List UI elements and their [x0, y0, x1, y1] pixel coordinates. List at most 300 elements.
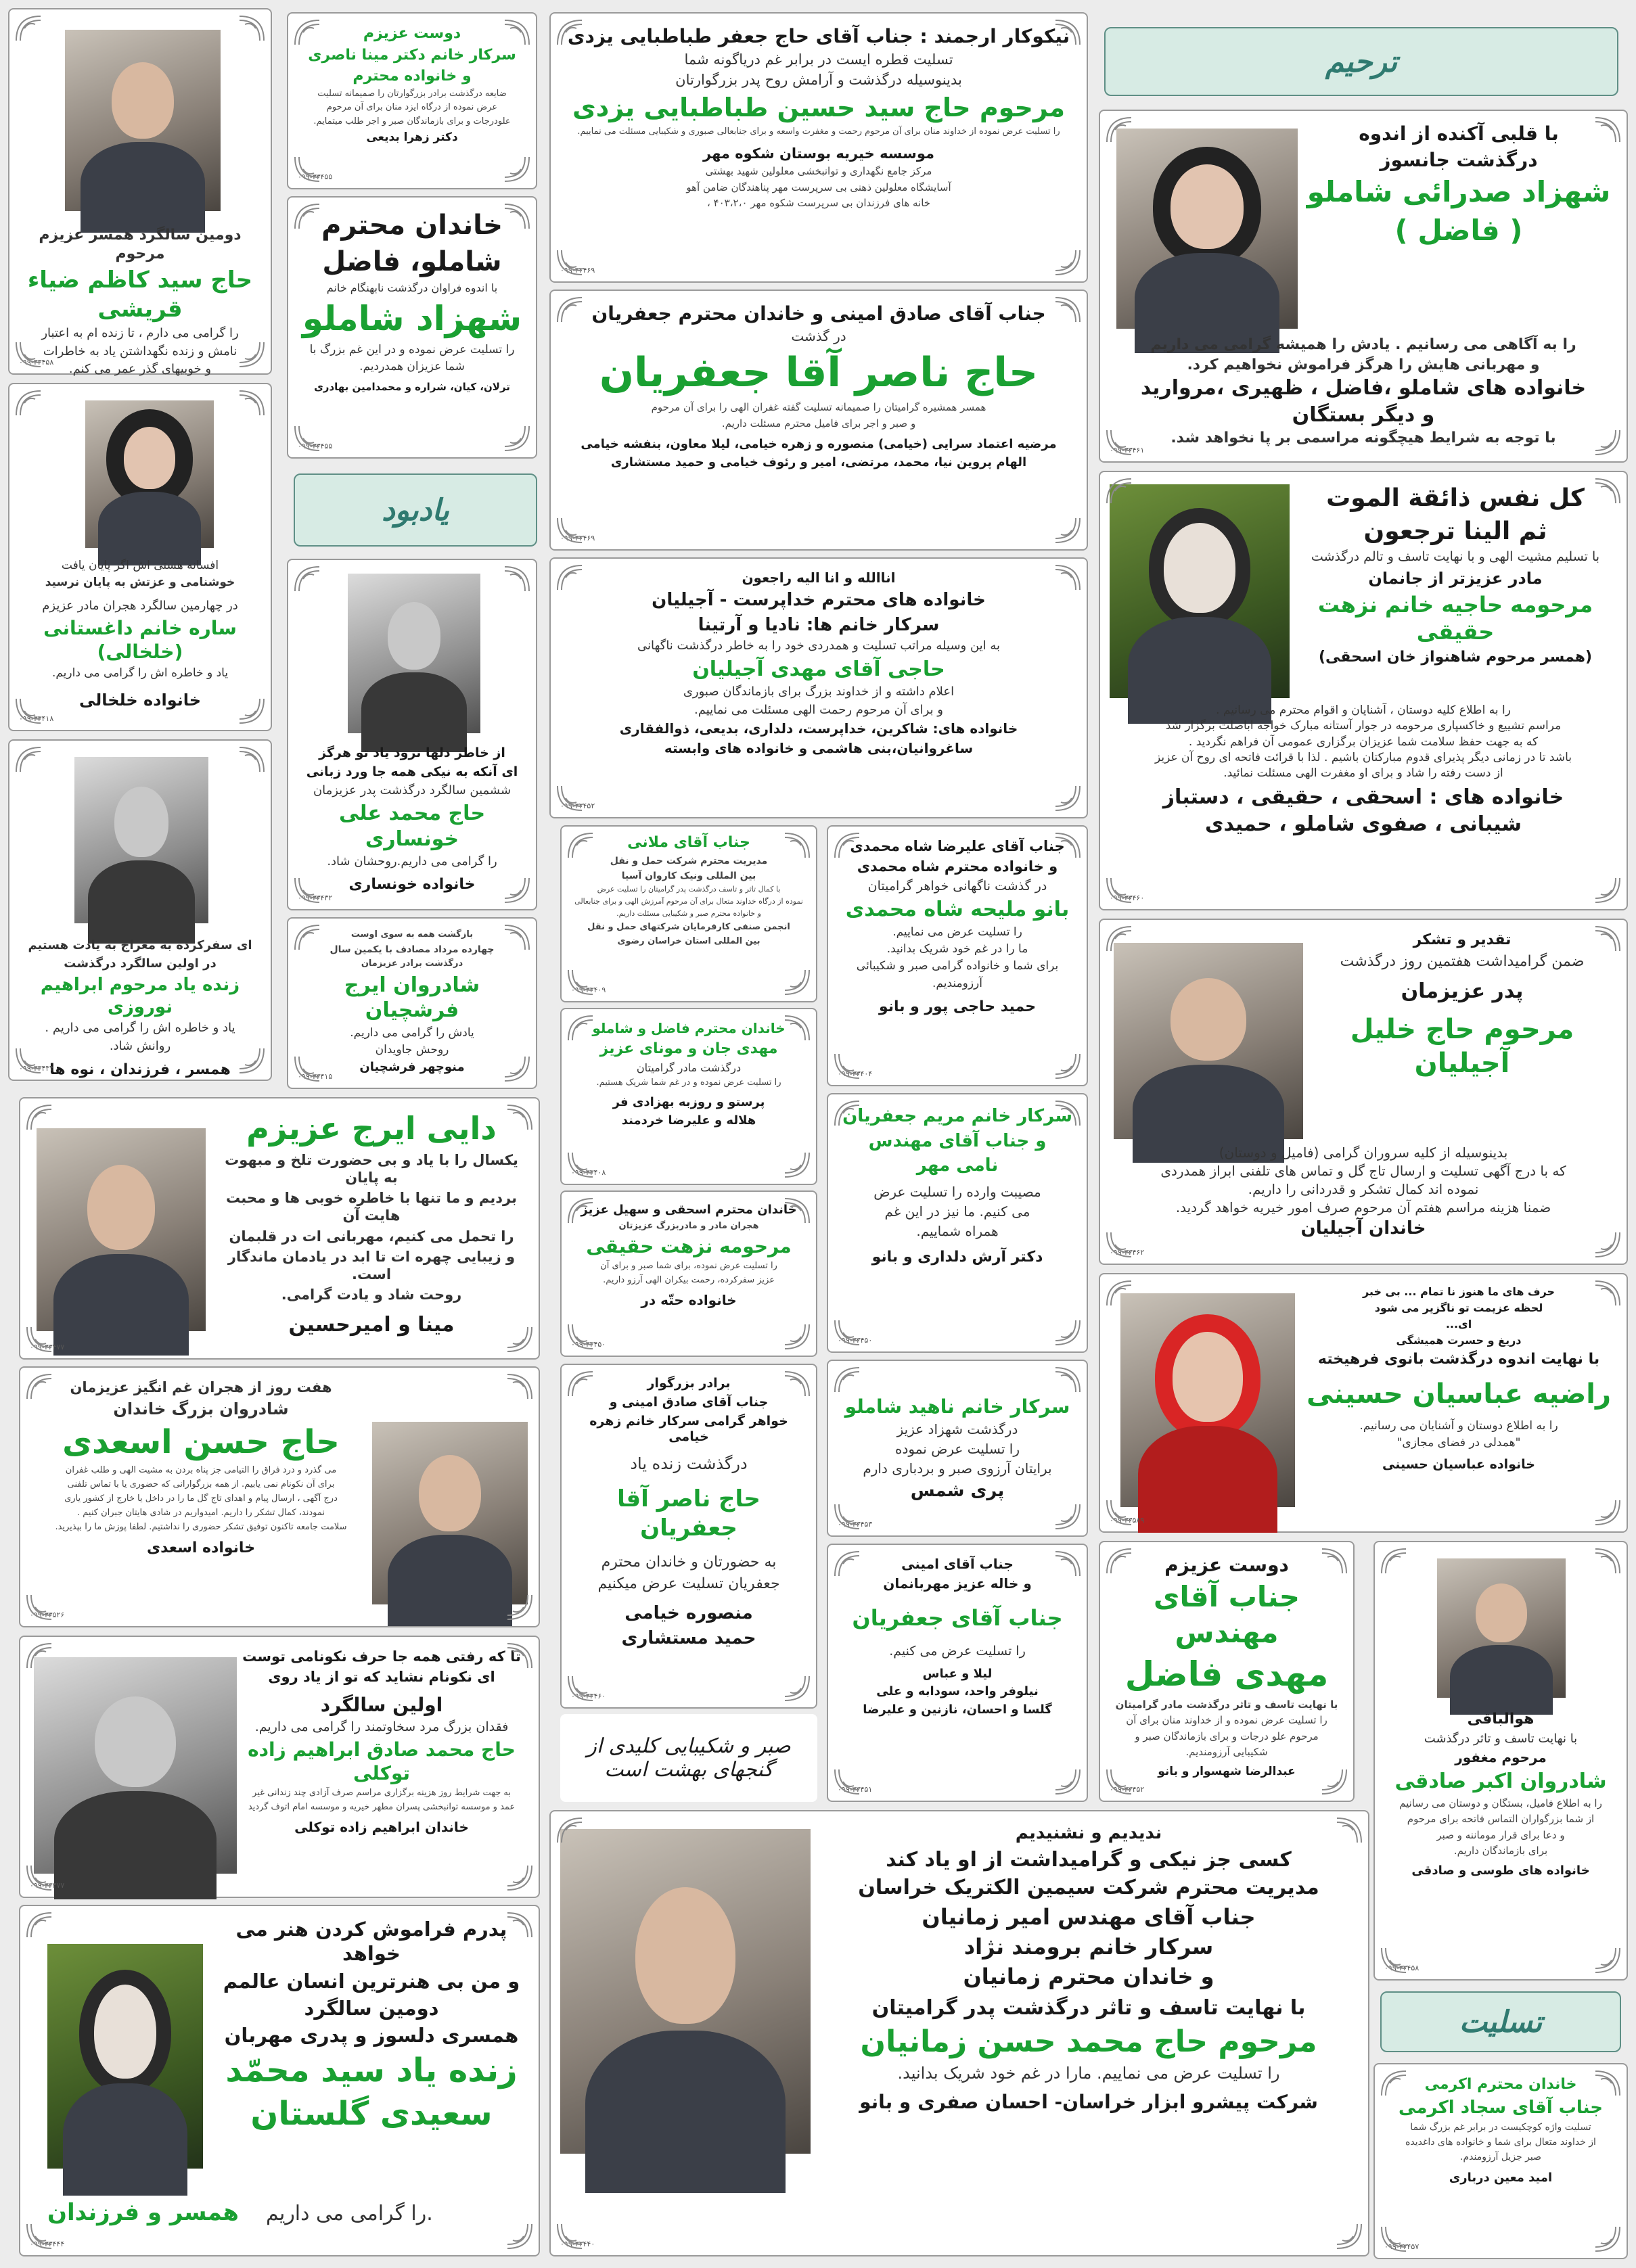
ad-line: مرحوم مغفور	[1455, 1749, 1547, 1765]
ad-line: و برای آن مرحوم رحمت الهی مسئلت می نماییم.	[694, 702, 943, 717]
ad-nozhat-haghighi	[1099, 471, 1628, 910]
ad-line: تقدیر و تشکر	[1413, 931, 1512, 948]
ad-code: ۰۹۹-۳۳۴۵۱	[838, 1785, 873, 1794]
corner-ornament-icon	[1051, 1098, 1083, 1130]
corner-ornament-icon	[1051, 18, 1083, 49]
ad-line: را تسلیت عرض نموده و از خداوند منان برای آن	[1126, 1714, 1327, 1726]
ad-line: به حضورتان و خاندان محترم	[601, 1554, 777, 1571]
corner-ornament-icon	[503, 2220, 535, 2251]
ad-line: بین المللی استان خراسان رضوی	[617, 935, 760, 946]
corner-ornament-icon	[501, 1052, 532, 1084]
corner-ornament-icon	[14, 14, 45, 45]
corner-ornament-icon	[832, 1765, 863, 1797]
ad-signature: حمید مستشاری	[621, 1627, 756, 1648]
ad-line: ای نکونام نشاید که تو از یاد روی	[268, 1669, 495, 1686]
deceased-name: حاجی آقای مهدی آجیلیان	[692, 657, 945, 681]
corner-ornament-icon	[292, 202, 323, 233]
deceased-name: مرحوم حاج خلیل آجیلیان	[1350, 1013, 1574, 1079]
portrait-photo	[348, 574, 480, 733]
ad-signature: خانواده حتّه در	[641, 1292, 737, 1309]
portrait-photo	[372, 1422, 528, 1604]
ad-code: ۰۹۹-۳۳۴۷۷	[30, 1881, 65, 1890]
portrait-photo	[37, 1128, 206, 1331]
section-header-yadbud	[294, 473, 537, 547]
corner-ornament-icon	[781, 1672, 812, 1703]
deceased-name: مرحومه نزهت حقیقی	[586, 1235, 792, 1258]
ad-line: و دیگر بستگان	[1292, 402, 1435, 427]
ad-line: را تسلیت عرض می کنیم.	[889, 1644, 1026, 1659]
ad-signature: عبدالرضا شهسوار و بانو	[1158, 1764, 1296, 1778]
portrait-photo	[1120, 1293, 1295, 1507]
section-title: ترحیم	[1325, 44, 1398, 79]
corner-ornament-icon	[1051, 1549, 1083, 1580]
ad-line: دوست عزیزم	[363, 25, 461, 42]
corner-ornament-icon	[235, 338, 267, 369]
deceased-name: مرحوم حاج سید حسین طباطبایی یزدی	[572, 92, 1066, 122]
corner-ornament-icon	[555, 563, 586, 594]
corner-ornament-icon	[1051, 1316, 1083, 1347]
ad-line: را گرامی می داریم.	[266, 2201, 433, 2225]
corner-ornament-icon	[781, 1013, 812, 1044]
deceased-name: ساره خانم داغستانی (خلخالی)	[43, 617, 237, 663]
corner-ornament-icon	[503, 1861, 535, 1893]
ad-code: ۰۹۹-۳۳۴۶۲	[1110, 1248, 1145, 1257]
ad-line: بین المللی ونیک کاروان آسیا	[621, 870, 756, 881]
ad-line: را به آگاهی می رسانیم . یادش را همیشه گرامی می داریم	[1150, 336, 1576, 353]
corner-ornament-icon	[24, 1861, 55, 1893]
ad-line: فقدان بزرگ مرد سخاوتمند را گرامی می داریم.	[254, 1719, 509, 1734]
ad-line: از شما بزرگواران التماس فاتحه برای مرحوم	[1407, 1813, 1595, 1825]
ad-line: خاندان محترم اسحقی و سهیل عزیز	[581, 1203, 797, 1217]
ad-line: مصیبت وارده را تسلیت عرض	[873, 1183, 1041, 1200]
ad-code: ۰۹۹-۳۳۴۵۵	[298, 442, 333, 450]
deceased-name: جناب آقای سجاد اکرمی	[1399, 2097, 1603, 2118]
deceased-name: حاج حسن اسعدی	[62, 1423, 340, 1462]
corner-ornament-icon	[292, 923, 323, 954]
ad-line: با اندوه فراوان درگذشت نابهنگام خانم	[326, 281, 498, 294]
ad-signature: حمید حاجی پور و بانو	[878, 998, 1037, 1015]
corner-ornament-icon	[501, 422, 532, 453]
deceased-name: زنده یاد مرحوم ابراهیم نوروزی	[40, 975, 240, 1017]
deceased-name: حاج محمد علی خونساری	[338, 802, 486, 851]
ad-tavakoli	[19, 1636, 540, 1898]
corner-ornament-icon	[1104, 115, 1135, 146]
ad-line: خوشنامی و عزتش به پایان نرسید	[45, 576, 235, 590]
ad-line: را تسلیت عرض می نماییم. مارا در غم خود شریک بدانید.	[897, 2064, 1280, 2083]
ad-line: از دست رفته را شاد و برای او مغفرت الهی مسئلت نمائید.	[1223, 766, 1503, 780]
ad-line: بازگشت همه به سوی اوست	[350, 929, 474, 940]
ad-norouzi	[8, 739, 272, 1081]
ad-code: ۰۹۹-۳۳۴۵۰	[571, 1340, 606, 1349]
corner-ornament-icon	[832, 831, 863, 862]
ad-line: ای سفرکرده به معراج به یادت هستیم	[28, 938, 252, 952]
corner-ornament-icon	[1104, 1496, 1135, 1527]
ad-line: را تسلیت عرض نموده از خداوند منان برای آن مرحوم رحمت و مغفرت واسعه و برای جنابعالی صبوری و شکیبایی مسئلت می نماییم.	[577, 126, 1060, 137]
ad-line: مادر عزیزتر از جانمان	[1368, 568, 1543, 588]
ad-line: نمودند، کمال تشکر را داریم. امیدواریم در شادی هایتان جبران کنیم .	[77, 1507, 325, 1518]
ad-line: تسلیت واژه کوچکیست در برابر غم بزرگ شما	[1410, 2122, 1591, 2133]
corner-ornament-icon	[566, 1196, 597, 1227]
corner-ornament-icon	[1591, 1546, 1622, 1577]
ad-code: ۰۹۹-۳۳۴۳۲	[298, 894, 333, 902]
ad-signature: پری شمس	[910, 1480, 1005, 1501]
deceased-name: حاج محمد صادق ابراهیم زاده توکلی	[248, 1738, 516, 1785]
ad-signature: خاندان ابراهیم زاده توکلی	[294, 1819, 469, 1836]
ad-line: می گذرد و درد فراق را التیامی جز پناه بردن به مشیت الهی و طلب غفران	[65, 1465, 337, 1476]
ad-line: برای شما و خانواده گرامی صبر و شکیبائی	[856, 959, 1059, 973]
corner-ornament-icon	[1051, 1050, 1083, 1081]
corner-ornament-icon	[1104, 874, 1135, 905]
ad-line: برادر بزرگوار	[647, 1376, 731, 1391]
ad-code: ۰۹۹-۳۳۴۱۵	[298, 1072, 333, 1081]
ad-line: را تسلیت عرض نموده	[895, 1440, 1020, 1457]
corner-ornament-icon	[24, 1372, 55, 1403]
ad-line: ضمنا هزینه مراسم هفتم آن مرحوم صرف امور خیریه خواهد گردید.	[1175, 1199, 1551, 1216]
portrait-photo	[560, 1829, 811, 2154]
ad-line: و خوبیهای گذر عمر می کنم.	[68, 362, 212, 376]
ad-code: ۰۹۹-۳۳۴۵۲	[560, 802, 595, 810]
ad-line: مرحوم علو درجات و برای بازماندگان صبر و	[1135, 1730, 1319, 1742]
ad-code: ۰۹۹-۳۳۴۵۰	[838, 1336, 873, 1345]
ad-line: دوست عزیزم	[1164, 1554, 1289, 1576]
corner-ornament-icon	[1104, 476, 1135, 507]
ad-line: با نهایت تاسف و تاثر درگذشت	[1424, 1731, 1578, 1746]
corner-ornament-icon	[501, 18, 532, 49]
corner-ornament-icon	[1591, 1496, 1622, 1527]
corner-ornament-icon	[1591, 115, 1622, 146]
ad-code: ۰۹۹-۳۳۴۶۹	[560, 266, 595, 275]
corner-ornament-icon	[1591, 1944, 1622, 1975]
corner-ornament-icon	[832, 1549, 863, 1580]
ad-abbasian-hosseini	[1099, 1273, 1628, 1533]
ad-line: روانش شاد.	[109, 1038, 171, 1053]
ad-line: شما عزیزان همدردیم.	[359, 359, 465, 373]
deceased-name-2: ( فاضل )	[1394, 213, 1523, 247]
deceased-name: حاج ناصر آقا جعفریان	[617, 1485, 760, 1542]
deceased-name: جناب آقای جعفریان	[852, 1605, 1063, 1631]
corner-ornament-icon	[1051, 1365, 1083, 1396]
corner-ornament-icon	[832, 1316, 863, 1347]
ad-line: هوالباقی	[1467, 1711, 1535, 1728]
ad-khonsari	[287, 559, 537, 910]
ad-code: ۰۹۹-۳۳۴۰۹	[571, 986, 606, 994]
deceased-name-2: سعیدی گلستان	[250, 2095, 493, 2133]
ad-line: هفت روز از هجران غم انگیز عزیزمان	[70, 1379, 332, 1395]
ad-line: را تسلیت عرض نموده و در این غم بزرگ با	[309, 342, 515, 356]
corner-ornament-icon	[555, 514, 586, 545]
corner-ornament-icon	[1104, 1278, 1135, 1310]
ad-line: نموده اند کمال تشکر و قدردانی را داریم.	[1248, 1181, 1479, 1197]
ad-signature: خاندان آجیلیان	[1300, 1218, 1426, 1239]
ad-line: درگذشت برادر عزیزمان	[361, 958, 463, 969]
corner-ornament-icon	[1051, 1765, 1083, 1797]
ad-code: ۰۹۹-۳۳۴۵۸	[19, 358, 54, 367]
ad-signature: همسر و فرزندان	[47, 2198, 239, 2226]
ad-ajilian-khodaparast	[549, 557, 1088, 818]
corner-ornament-icon	[566, 1013, 597, 1044]
ad-line: را به اطلاع دوستان و آشنایان می رسانیم.	[1359, 1418, 1558, 1433]
corner-ornament-icon	[555, 2220, 586, 2251]
corner-ornament-icon	[501, 923, 532, 954]
ad-line: و مهربانی هایش را هرگز فراموش نخواهیم کرد.	[1187, 356, 1540, 373]
corner-ornament-icon	[24, 1910, 55, 1941]
ad-code: ۰۹۹-۳۳۴۵۸	[1384, 1964, 1419, 1972]
ad-line: را تسلیت عرض می نماییم.	[892, 925, 1022, 939]
ad-line: لحظه عزیمت تو ناگزیر می شود	[1374, 1301, 1543, 1314]
ad-zamanian	[549, 1810, 1369, 2257]
corner-ornament-icon	[781, 831, 812, 862]
ad-code: ۰۹۹-۳۳۴۶۱	[1110, 446, 1145, 455]
ad-signature: خانواده های طوسی و صادقی	[1411, 1863, 1590, 1878]
corner-ornament-icon	[555, 246, 586, 277]
corner-ornament-icon	[292, 1052, 323, 1084]
ad-line: جناب آقای مهندس امیر زمانیان	[922, 1903, 1256, 1930]
corner-ornament-icon	[781, 1320, 812, 1351]
portrait-photo	[1437, 1558, 1566, 1698]
ad-saeedi-golestan	[19, 1905, 540, 2257]
ad-line: را تسلیت عرض نموده و در غم شما شریک هستیم.	[596, 1077, 781, 1088]
ad-line: همسر همشیره گرامیتان را صمیمانه تسلیت گفته غفران الهی را برای آن مرحوم	[651, 401, 986, 413]
ad-line: منصوره خیامی	[624, 1603, 753, 1623]
ad-line: در گذشت ناگهانی خواهر گرامیتان	[867, 878, 1047, 894]
corner-ornament-icon	[24, 1103, 55, 1134]
ad-code: ۰۹۹-۳۳۴۶۰	[571, 1692, 606, 1700]
ad-line: آرزومندیم.	[932, 976, 982, 990]
ad-code: ۰۹۹-۳۳۴۶۹	[560, 534, 595, 542]
ad-line: سرکار خانم مریم جعفریان	[842, 1106, 1072, 1126]
ad-code: ۰۹۹-۳۳۴۱۸	[19, 714, 54, 723]
ad-signature: دکتر زهرا بدیعی	[366, 131, 458, 145]
corner-ornament-icon	[501, 202, 532, 233]
ad-line: شکیبایی آرزومندیم.	[1185, 1746, 1268, 1758]
ad-line: یاد و خاطره اش را گرامی می داریم.	[51, 666, 229, 680]
ad-line: ای...	[1445, 1318, 1472, 1330]
corner-ornament-icon	[235, 388, 267, 419]
ad-line: سرکار خانم دکتر مینا ناصری	[308, 46, 516, 64]
ad-line: چهارده مرداد مصادف با یکمین سال	[330, 944, 495, 955]
ad-line: سرکار خانم برومند نژاد	[963, 1933, 1214, 1960]
ad-line: پرستو و روزبه بهزادی فر	[612, 1095, 765, 1110]
ad-line: مدیریت محترم شرکت سیمین الکتریک خراسان	[858, 1876, 1319, 1899]
ad-line: ضمن گرامیداشت هفتمین روز درگذشت	[1340, 952, 1585, 970]
portrait-photo	[1110, 484, 1290, 698]
ad-line: را گرامی می دارم ، تا زنده ام به اعتبار	[41, 326, 239, 340]
ad-line: بدینوسیله درگذشت و آرامش روح پدر بزرگوارتان	[675, 72, 962, 89]
corner-ornament-icon	[501, 564, 532, 595]
section-title: یادبود	[382, 492, 449, 528]
corner-ornament-icon	[1591, 1278, 1622, 1310]
corner-ornament-icon	[14, 745, 45, 776]
ad-line: و خانواده محترم	[353, 68, 472, 85]
ad-line: در گذشت	[791, 328, 846, 344]
ad-daghestani	[8, 383, 272, 731]
ad-line: ثم الینا ترجعون	[1363, 517, 1547, 545]
ad-line: کسی جز نیکی و گرامیداشت از او یاد کند	[886, 1847, 1292, 1872]
ad-org: موسسه خیریه بوستان شکوه مهر	[703, 145, 934, 162]
ad-line: سلامت جامعه تاکنون توفیق تشکر حضوری را نداشتیم. لطفا پوزش ما را بپذیرید.	[55, 1521, 347, 1532]
ad-line: گلسا و احسان، نازنین و علیرضا	[863, 1702, 1052, 1717]
ad-line: که به جهت حفظ سلامت شما عزیزان برگزاری عمومی آن فراهم نگردید .	[1188, 735, 1539, 749]
corner-ornament-icon	[1104, 1765, 1135, 1797]
ad-line: جعفریان تسلیت عرض میکنیم	[597, 1575, 780, 1592]
ad-line: اعلام داشته و از خداوند بزرگ برای بازماندگان صبوری	[683, 685, 955, 699]
deceased-name: حاج سید کاظم ضیاء قریشی	[27, 267, 253, 323]
ad-line: درگذشت جانسوز	[1380, 149, 1538, 171]
ad-line: درگذشت مادر گرامیتان	[636, 1061, 742, 1074]
ad-line: و خاندان محترم زمانیان	[963, 1963, 1214, 1989]
ad-line: از خداوند متعال برای شما و خانواده های داغدیده	[1405, 2137, 1596, 2148]
ad-code: ۰۹۹-۳۳۴۵۳	[838, 1520, 873, 1529]
corner-ornament-icon	[1591, 426, 1622, 457]
ad-line: و زیبایی چهره ات تا ابد در یادمان ماندگار است.	[227, 1248, 516, 1282]
corner-ornament-icon	[1591, 2068, 1622, 2100]
corner-ornament-icon	[235, 1044, 267, 1075]
ad-line: همراه شماییم.	[916, 1222, 999, 1239]
ad-line: روحت شاد و یادت گرامی.	[281, 1287, 462, 1303]
ad-tabatabaei	[549, 12, 1088, 283]
ad-line: همسری دلسوز و پدری مهربان	[224, 2024, 519, 2047]
corner-ornament-icon	[566, 1672, 597, 1703]
ad-code: ۰۹۹-۳۳۵۲۶	[30, 1611, 65, 1619]
portrait-photo	[34, 1657, 237, 1874]
ad-line: مدیریت محترم شرکت حمل و نقل	[610, 855, 768, 866]
ad-line: مرکز جامع نگهداری و توانبخشی معلولین شهید بهشتی	[705, 165, 932, 178]
ad-line: از خاطر دلها نرود یاد تو هرگز	[319, 745, 505, 760]
ad-farshchian	[287, 917, 537, 1089]
ad-shahzad-sadraei	[1099, 110, 1628, 463]
ad-line: ندیدیم و نشنیدیم	[1015, 1823, 1162, 1843]
ad-naseri	[287, 12, 537, 189]
ad-line: با تسلیم مشیت الهی و با نهایت تاسف و تالم درگذشت	[1311, 549, 1600, 564]
ad-line: خاندان محترم	[321, 210, 503, 241]
ad-line: شادروان بزرگ خاندان	[113, 1399, 289, 1419]
corner-ornament-icon	[14, 1044, 45, 1075]
ad-line: با قلبی آکنده از اندوه	[1359, 122, 1559, 145]
ad-line: دومین سالگرد	[304, 1996, 439, 2020]
ad-line: و دعا برای قرار موماننه و صبر	[1436, 1828, 1565, 1841]
ad-line: اولین سالگرد	[320, 1693, 443, 1716]
ad-line: خانه های فرزندان بی سرپرست شکوه مهر ۴۰۳،۲،۰ ،	[706, 197, 931, 210]
corner-ornament-icon	[555, 1815, 586, 1847]
ad-line: و خانواده محترم شاه محمدی	[857, 858, 1058, 875]
ad-line: یادش را گرامی می داریم.	[350, 1025, 474, 1040]
ad-line: نامی مهر	[916, 1155, 999, 1176]
corner-ornament-icon	[1318, 1765, 1349, 1797]
corner-ornament-icon	[1591, 476, 1622, 507]
corner-ornament-icon	[1051, 246, 1083, 277]
ad-line: ما را در غم خود شریک بدانید.	[886, 942, 1028, 956]
corner-ornament-icon	[1051, 295, 1083, 326]
ad-line: حرف های ما هنوز نا تمام ... بی خبر	[1362, 1285, 1555, 1298]
ad-line: نامش و زنده نگهداشتن یاد به خاطرات	[43, 344, 237, 358]
ad-line: خواهر گرامی سرکار خانم زهره خیامی	[589, 1413, 788, 1445]
ad-sajjad-akrami	[1373, 2063, 1628, 2259]
ad-line: خانواده های محترم خداپرست - آجیلیان	[652, 590, 986, 610]
corner-ornament-icon	[1051, 1500, 1083, 1531]
ad-code: ۰۹۹-۳۳۴۵۷	[1384, 2242, 1419, 2251]
ad-line: در چهارمین سالگرد هجران مادر عزیزم	[42, 598, 238, 613]
ad-line: با نهایت تاسف و تاثر درگذشت مادر گرامیتان	[1115, 1698, 1338, 1711]
ad-nahid-shamlou	[827, 1360, 1088, 1537]
corner-ornament-icon	[503, 1641, 535, 1672]
ad-line: جناب آقای صادق امینی و	[609, 1394, 769, 1410]
ad-signature: خانواده خونساری	[348, 875, 476, 893]
corner-ornament-icon	[292, 874, 323, 905]
ad-line: که با درج آگهی تسلیت و ارسال تاج گل و تماس های تلفنی ابراز همدردی	[1160, 1163, 1566, 1179]
ad-line: یاد و خاطره اش را گرامی می داریم .	[45, 1021, 235, 1035]
corner-ornament-icon	[14, 695, 45, 726]
corner-ornament-icon	[566, 1369, 597, 1400]
ad-line: نیکوکار ارجمند : جناب آقای حاج جعفر طباطبایی یزدی	[567, 25, 1070, 47]
ad-daei-iraj	[19, 1097, 540, 1360]
corner-ornament-icon	[1104, 924, 1135, 955]
ad-line: تا که رفتی همه جا حرف نکونامی توست	[242, 1648, 521, 1665]
ad-signature: خانواده خلخالی	[78, 691, 202, 710]
corner-ornament-icon	[501, 153, 532, 184]
portrait-photo	[74, 757, 208, 923]
portrait-photo	[47, 1944, 203, 2169]
corner-ornament-icon	[501, 874, 532, 905]
corner-ornament-icon	[1333, 2220, 1364, 2251]
ad-line: سرکار خانم ناهید شاملو	[844, 1395, 1070, 1418]
corner-ornament-icon	[566, 966, 597, 997]
corner-ornament-icon	[1051, 514, 1083, 545]
ad-code: ۰۹۹-۳۳۴۷۷	[30, 1343, 65, 1351]
ad-line: تسلیت قطره ایست در برابر غم دریاگونه شما	[684, 51, 953, 68]
ad-line: جناب آقای ملانی	[627, 834, 750, 851]
ad-code: ۰۹۹-۳۳۴۵۵	[298, 172, 333, 181]
ad-line: با کمال تاثر و تاسف درگذشت پدر گرامیتان را تسلیت عرض	[597, 884, 781, 894]
ad-line: در اولین سالگرد درگذشت	[64, 956, 217, 971]
corner-ornament-icon	[503, 1103, 535, 1134]
ad-line: و خانواده محترم صبر و شکیبایی مسئلت داریم.	[616, 909, 761, 919]
ad-line: دریغ و حسرت همیشگی	[1396, 1334, 1522, 1347]
corner-ornament-icon	[1379, 1546, 1410, 1577]
corner-ornament-icon	[1051, 831, 1083, 862]
corner-ornament-icon	[555, 18, 586, 49]
ad-line: و خاله عزیز مهربانمان	[883, 1575, 1032, 1592]
corner-ornament-icon	[292, 153, 323, 184]
ad-line: ساغروانیان،بنی هاشمی و خانواده های وابسته	[664, 740, 974, 756]
ad-shamlou-fazel	[287, 196, 537, 459]
corner-ornament-icon	[832, 1098, 863, 1130]
ad-line: آسایشگاه معلولین ذهنی بی سرپرست مهر پناهندگان ضامن آهو	[686, 181, 951, 193]
deceased-name: مرحوم حاج محمد حسن زمانیان	[860, 2024, 1317, 2059]
deceased-name: شهزاد صدرائی شاملو	[1306, 175, 1611, 208]
portrait-photo	[1116, 129, 1298, 329]
corner-ornament-icon	[832, 1050, 863, 1081]
ad-signature: منوچهر فرشچیان	[359, 1060, 465, 1075]
ad-line: نموده از درگاه خداوند متعال برای آن مرحوم آمرزش الهی و برای جنابعالی	[574, 897, 803, 906]
ad-line: نیلوفر واحد، سودابه و علی	[876, 1684, 1039, 1699]
ad-line: دومین سالگرد همسر عزیزم مرحوم	[39, 227, 242, 262]
corner-ornament-icon	[24, 2220, 55, 2251]
ad-line: ضایعه درگذشت برادر بزرگوارتان را صمیمانه تسلیت	[317, 88, 507, 99]
corner-ornament-icon	[14, 338, 45, 369]
ad-signature: خانواده عباسیان حسینی	[1382, 1457, 1536, 1472]
corner-ornament-icon	[503, 1910, 535, 1941]
ad-line: عرض نموده از درگاه ایزد منان برای آن مرحوم	[326, 102, 498, 113]
ad-line: جناب آقای علیرضا شاه محمدی	[850, 838, 1065, 854]
corner-ornament-icon	[292, 18, 323, 49]
calligraphy-text: صبر و شکیبایی کلیدی از گنجهای بهشت است	[587, 1734, 791, 1782]
corner-ornament-icon	[781, 966, 812, 997]
corner-ornament-icon	[292, 564, 323, 595]
corner-ornament-icon	[832, 1365, 863, 1396]
ad-line: افسانه هستی اش اگر پایان یافت	[61, 559, 219, 572]
ad-shahmohammadi	[827, 825, 1088, 1086]
ad-line: مرضیه اعتماد سرایی (خیامی) منصوره و زهره خیامی، لیلا معاون، بنفشه خیامی	[581, 437, 1057, 451]
